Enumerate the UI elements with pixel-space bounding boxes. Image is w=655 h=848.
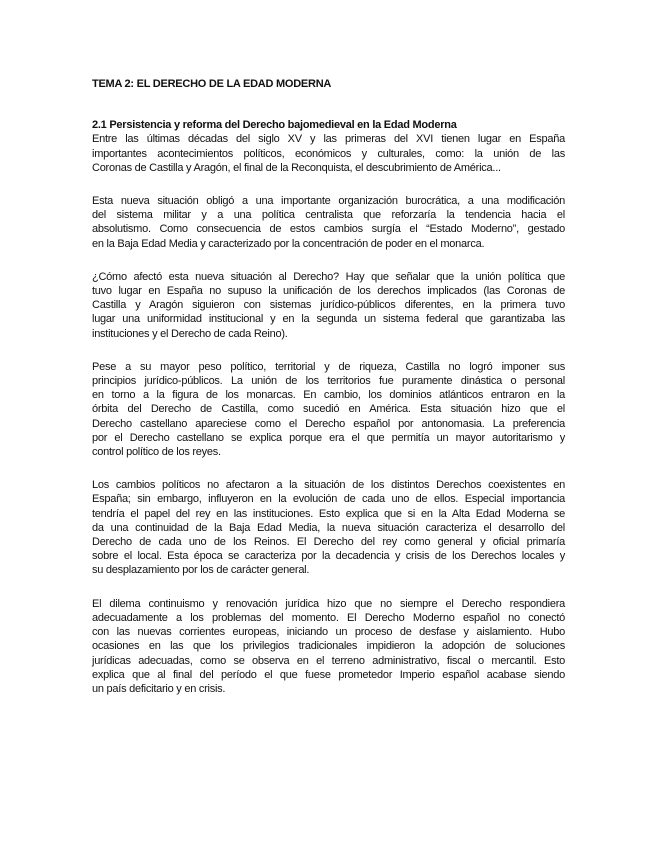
paragraph-line: Castilla y Aragón siguieron con sistemas jurídico-públicos diferentes, en la primera tuvo <box>92 299 565 312</box>
paragraph-line: del sistema militar y a una política centralista que reforzaría la tendencia hacia el <box>92 209 565 222</box>
paragraph-line: Entre las últimas décadas del siglo XV y las primeras del XVI tienen lugar en España <box>92 133 565 146</box>
paragraph-line: sobre el local. Esta época se caracteriza por la decadencia y crisis de los Derechos locales y <box>92 550 565 563</box>
paragraph-line: ¿Cómo afectó esta nueva situación al Derecho? Hay que señalar que la unión política que <box>92 270 565 283</box>
paragraph-line: en la Baja Edad Media y caracterizado por la concentración de poder en el monarca. <box>92 237 485 250</box>
paragraph-line: jurídicas adecuadas, como se observa en el terreno administrativo, fiscal o mercantil. Esto <box>92 654 565 667</box>
paragraph-line: control político de los reyes. <box>92 446 221 459</box>
paragraph-line: El dilema continuismo y renovación jurídica hizo que no siempre el Derecho respondiera <box>92 597 565 610</box>
paragraph-line: Coronas de Castilla y Aragón, el final de la Reconquista, el descubrimiento de América... <box>92 161 501 174</box>
paragraph-line: instituciones y el Derecho de cada Reino). <box>92 327 288 340</box>
paragraph-line: Derecho de cada uno de los Reinos. El Derecho del rey como general y oficial primaría <box>92 536 565 549</box>
paragraph-line: su desplazamiento por los de carácter general. <box>92 564 310 577</box>
paragraph-line: con las nuevas corrientes europeas, iniciando un proceso de desfase y aislamiento. Hubo <box>92 626 565 639</box>
paragraph <box>92 360 565 459</box>
paragraph-line: tendría el papel del rey en las instituciones. Esto explica que si en la Alta Edad Moderna se <box>92 507 565 520</box>
paragraph-line: por el Derecho castellano se explica porque era el que permitía un mayor autoritarismo y <box>92 431 565 444</box>
paragraph-line: España; sin embargo, influyeron en la evolución de cada uno de ellos. Especial importancia <box>92 493 565 506</box>
paragraph-line: da una continuidad de la Baja Edad Media, la nueva situación caracteriza el desarrollo del <box>92 521 565 534</box>
paragraph-line: ocasiones en las que los privilegios tradicionales impidieron la adopción de soluciones <box>92 640 565 653</box>
document-page <box>92 77 565 715</box>
paragraph <box>92 597 565 696</box>
section-heading: 2.1 Persistencia y reforma del Derecho bajomedieval en la Edad Moderna <box>92 119 457 132</box>
paragraph-line: Esta nueva situación obligó a una importante organización burocrática, a una modificación <box>92 195 565 208</box>
paragraph-line: en torno a la figura de los monarcas. En cambio, los dominios atlánticos entraron en la <box>92 389 565 402</box>
paragraph-line: Derecho castellano apareciese como el Derecho español por antonomasia. La preferencia <box>92 417 565 430</box>
paragraph-line: adecuadamente a los problemas del momento. El Derecho Moderno español no conectó <box>92 611 565 624</box>
paragraph-line: Los cambios políticos no afectaron a la situación de los distintos Derechos coexistentes en <box>92 479 565 492</box>
paragraph <box>92 478 565 577</box>
paragraph-line: explica que al final del período el que fuese prometedor Imperio español acabase siendo <box>92 668 565 681</box>
paragraph-line: importantes acontecimientos políticos, económicos y culturales, como: la unión de las <box>92 147 565 160</box>
paragraph <box>92 270 565 341</box>
paragraph <box>92 194 565 251</box>
paragraph <box>92 132 565 175</box>
paragraph-line: tuvo lugar en España no supuso la unificación de los derechos implicados (las Coronas de <box>92 285 565 298</box>
paragraph-line: un país deficitario y en crisis. <box>92 682 226 695</box>
paragraph-line: lugar una uniformidad institucional y en la segunda un sistema federal que garantizaba las <box>92 313 565 326</box>
paragraph-line: principios jurídico-públicos. La unión de los territorios fue puramente dinástica o personal <box>92 375 565 388</box>
paragraph-line: órbita del Derecho de Castilla, como sucedió en América. Esta situación hizo que el <box>92 403 565 416</box>
document-body <box>92 132 565 696</box>
document-title: TEMA 2: EL DERECHO DE LA EDAD MODERNA <box>92 78 332 90</box>
paragraph-line: absolutismo. Como consecuencia de estos cambios surgía el “Estado Moderno”, gestado <box>92 223 565 236</box>
paragraph-line: Pese a su mayor peso político, territorial y de riqueza, Castilla no logró imponer sus <box>92 360 565 373</box>
